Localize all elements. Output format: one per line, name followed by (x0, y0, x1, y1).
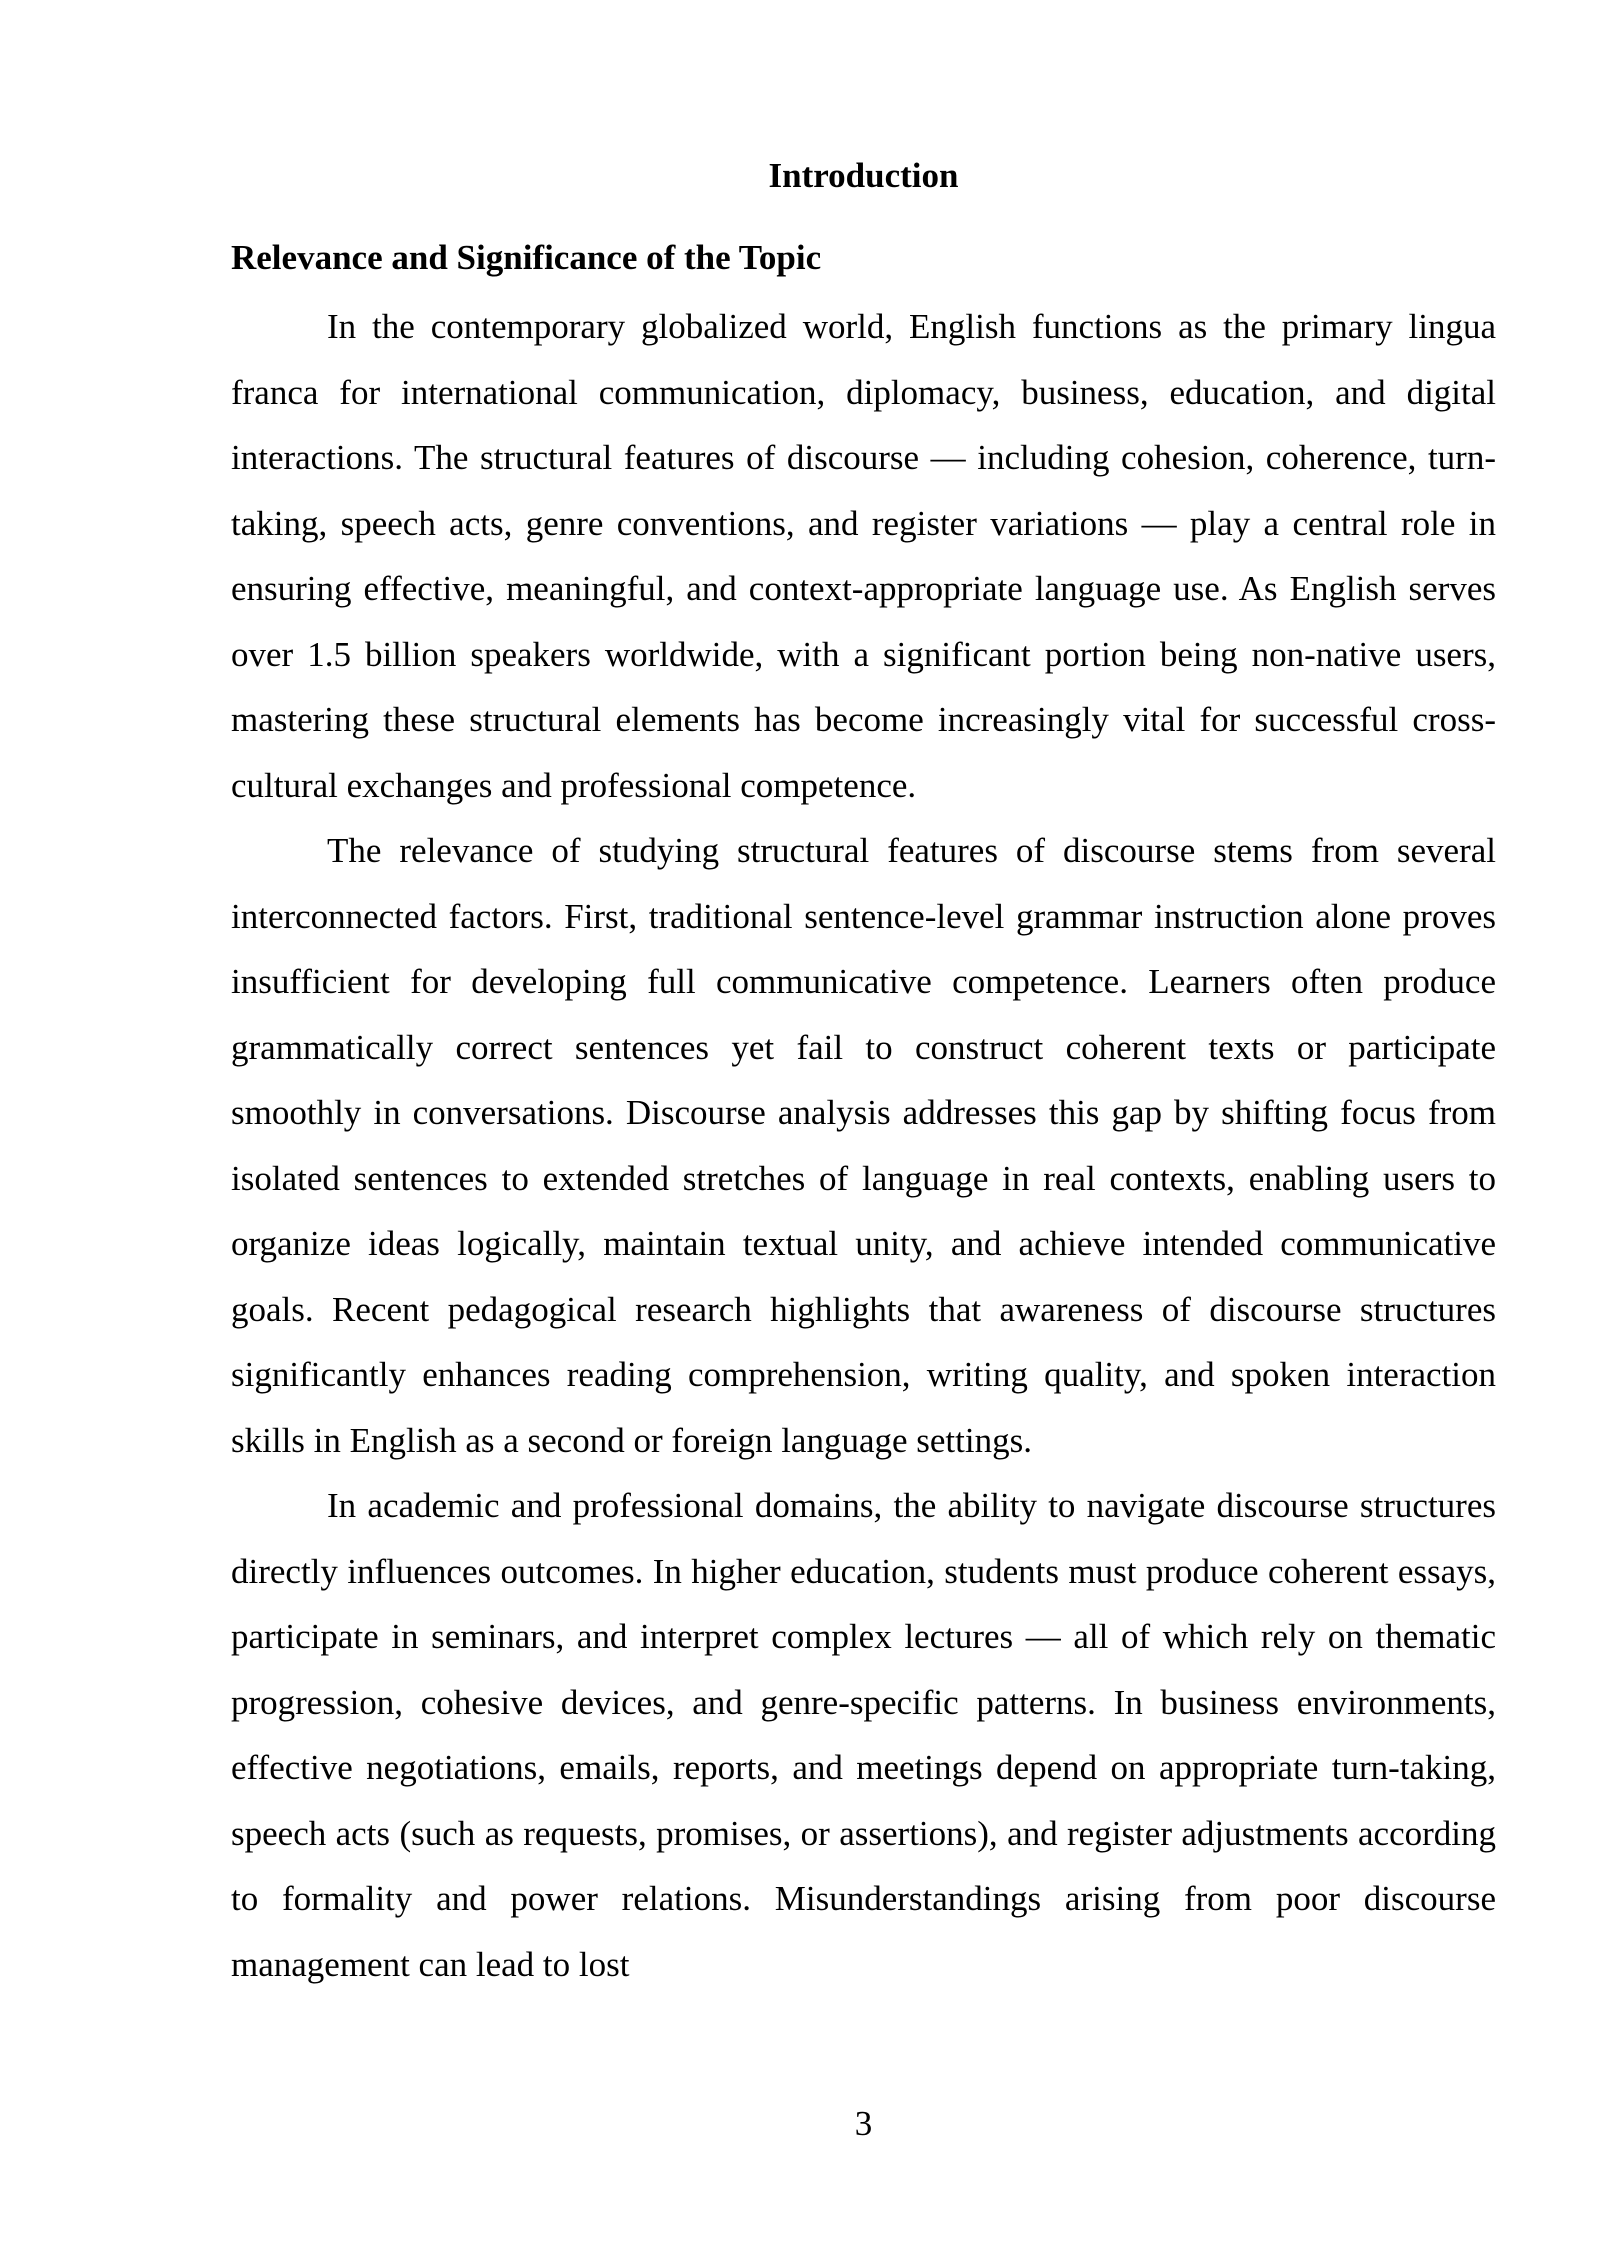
page-number: 3 (854, 2104, 873, 2143)
paragraph-1: In the contemporary globalized world, English functions as the primary lingua franca for international communication, diplomacy, business, education, and digital interactions. The structural features of discourse — including cohesion, coherence, turn-taking, speech acts, genre conventions, and register variations — play a central role in ensuring effective, meaningful, and context-appropriate language use. As English serves over 1.5 billion speakers worldwide, with a significant portion being non-native users, mastering these structural elements has become increasingly vital for successful cross-cultural exchanges and professional competence. (231, 307, 1496, 805)
paragraph-3: In academic and professional domains, the ability to navigate discourse structures directly influences outcomes. In higher education, students must produce coherent essays, participate in seminars, and interpret complex lectures — all of which rely on thematic progression, cohesive devices, and genre-specific patterns. In business environments, effective negotiations, emails, reports, and meetings depend on appropriate turn-taking, speech acts (such as requests, promises, or assertions), and register adjustments according to formality and power relations. Misunderstandings arising from poor discourse management can lead to lost (231, 1486, 1496, 1984)
page-content (231, 148, 1496, 1997)
page-title: Introduction (768, 156, 959, 195)
paragraph-2: The relevance of studying structural features of discourse stems from several interconnected factors. First, traditional sentence-level grammar instruction alone proves insufficient for developing full communicative competence. Learners often produce grammatically correct sentences yet fail to construct coherent texts or participate smoothly in conversations. Discourse analysis addresses this gap by shifting focus from isolated sentences to extended stretches of language in real contexts, enabling users to organize ideas logically, maintain textual unity, and achieve intended communicative goals. Recent pedagogical research highlights that awareness of discourse structures significantly enhances reading comprehension, writing quality, and spoken interaction skills in English as a second or foreign language settings. (231, 831, 1496, 1460)
section-heading: Relevance and Significance of the Topic (231, 238, 822, 277)
